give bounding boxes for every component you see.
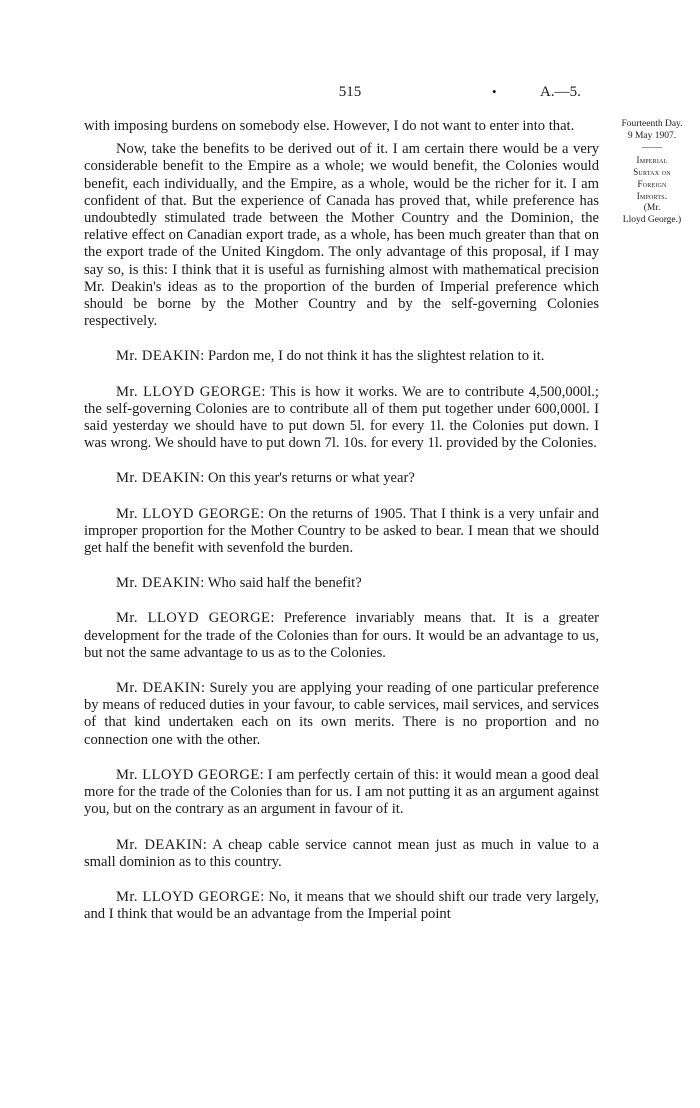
speaker-name: Mr. DEAKIN: [116, 680, 201, 697]
margin-speaker-line: (Mr.: [643, 203, 661, 213]
speaker-name: Mr. LLOYD GEORGE: [116, 505, 261, 522]
speech-text: : Preference invariably means that. It is a greater development for the trade of the Colonies than for ours. It would be an advantage to us, but not the same advantage to us as to the Colonies.: [84, 610, 599, 661]
speaker-name: Mr. LLOYD GEORGE: [116, 888, 261, 905]
speech-text: : No, it means that we should shift our trade very largely, and I think that would be an advantage from the Imperial point: [84, 888, 599, 923]
page-number: 515: [338, 84, 362, 100]
speech: [84, 348, 599, 365]
speaker-name: Mr. LLOYD GEORGE: [116, 610, 271, 627]
margin-notes: [604, 118, 700, 226]
speech: [84, 680, 599, 749]
paragraph: with imposing burdens on somebody else. However, I do not want to enter into that.: [84, 118, 575, 134]
speech: [84, 575, 599, 592]
paragraph: Now, take the benefits to be derived out of it. I am certain there would be a very considerable benefit to the Empire as a whole; we would benefit, the Colonies would benefit, each individually, and the Empire, as a whole, would be the richer for it. I am confident of that. But the experience of Canada has proved that, while preference has undoubtedly stimulated trade between the Mother Country and the Dominion, the relative effect on Canadian export trade, as a whole, has been much greater than that on the export trade of the United Kingdom. The only advantage of this proposal, if I may say so, is this: I think that it is useful as furnishing almost with mathematical precision Mr. Deakin's ideas as to the proportion of the burden of Imperial preference which should be borne by the Mother Country and by the self-governing Colonies respectively.: [84, 141, 599, 330]
printer-dot: •: [492, 84, 497, 99]
speech-text: : This is how it works. We are to contribute 4,500,000l.; the self-governing Colonies are to contribute all of them put together under 600,000l. I said yesterday we should have to put down 5l. for every 1l. the Colonies put down. I was wrong. We should have to put down 7l. 10s. for every 1l. provided by the Colonies.: [84, 383, 599, 452]
margin-rule: [642, 147, 662, 148]
margin-speaker-line: Lloyd George.): [622, 215, 682, 225]
speaker-name: Mr. DEAKIN: [116, 470, 201, 487]
margin-day: Fourteenth Day.: [621, 119, 683, 129]
speech-text: : Pardon me, I do not think it has the slightest relation to it.: [200, 348, 545, 365]
speaker-name: Mr. DEAKIN: [116, 348, 201, 365]
speech-text: : A cheap cable service cannot mean just as much in value to a small dominion as to this country.: [84, 836, 599, 870]
margin-topic-line: Imperial: [636, 155, 668, 165]
speaker-name: Mr. LLOYD GEORGE: [116, 766, 260, 783]
speech: [84, 837, 599, 871]
speaker-name: Mr. DEAKIN: [116, 575, 201, 592]
speech: [84, 384, 599, 453]
speech: [84, 889, 599, 923]
speech-text: : I am perfectly certain of this: it would mean a good deal more for the trade of the Colonies than for us. I am not putting it as an argument against you, but on the contrary as an argument in favour of it.: [84, 766, 599, 818]
document-reference: A.—5.: [540, 84, 581, 100]
speech-text: : Surely you are applying your reading of one particular preference by means of reduced duties in your favour, to cable services, mail services, and services of that kind undertaken each on its own merits. There is no proportion and no connection one with the other.: [84, 680, 599, 748]
margin-topic-line: Foreign: [637, 179, 667, 189]
speech: [84, 506, 599, 558]
speech: [84, 767, 599, 819]
speaker-name: Mr. LLOYD GEORGE: [116, 383, 262, 400]
margin-topic-line: Surtax on: [633, 167, 671, 177]
margin-date: 9 May 1907.: [627, 131, 677, 141]
speech-text: : Who said half the benefit?: [200, 575, 362, 592]
speaker-name: Mr. DEAKIN: [116, 836, 203, 853]
speech: [84, 610, 599, 662]
speech: [84, 470, 599, 487]
margin-topic-line: Imports.: [636, 191, 668, 201]
speech-text: : On the returns of 1905. That I think is a very unfair and improper proportion for the Mother Country to be asked to bear. I mean that we should get half the benefit with sevenfold the burden.: [84, 505, 599, 557]
speech-text: : On this year's returns or what year?: [200, 470, 415, 487]
body-text: [84, 118, 599, 923]
